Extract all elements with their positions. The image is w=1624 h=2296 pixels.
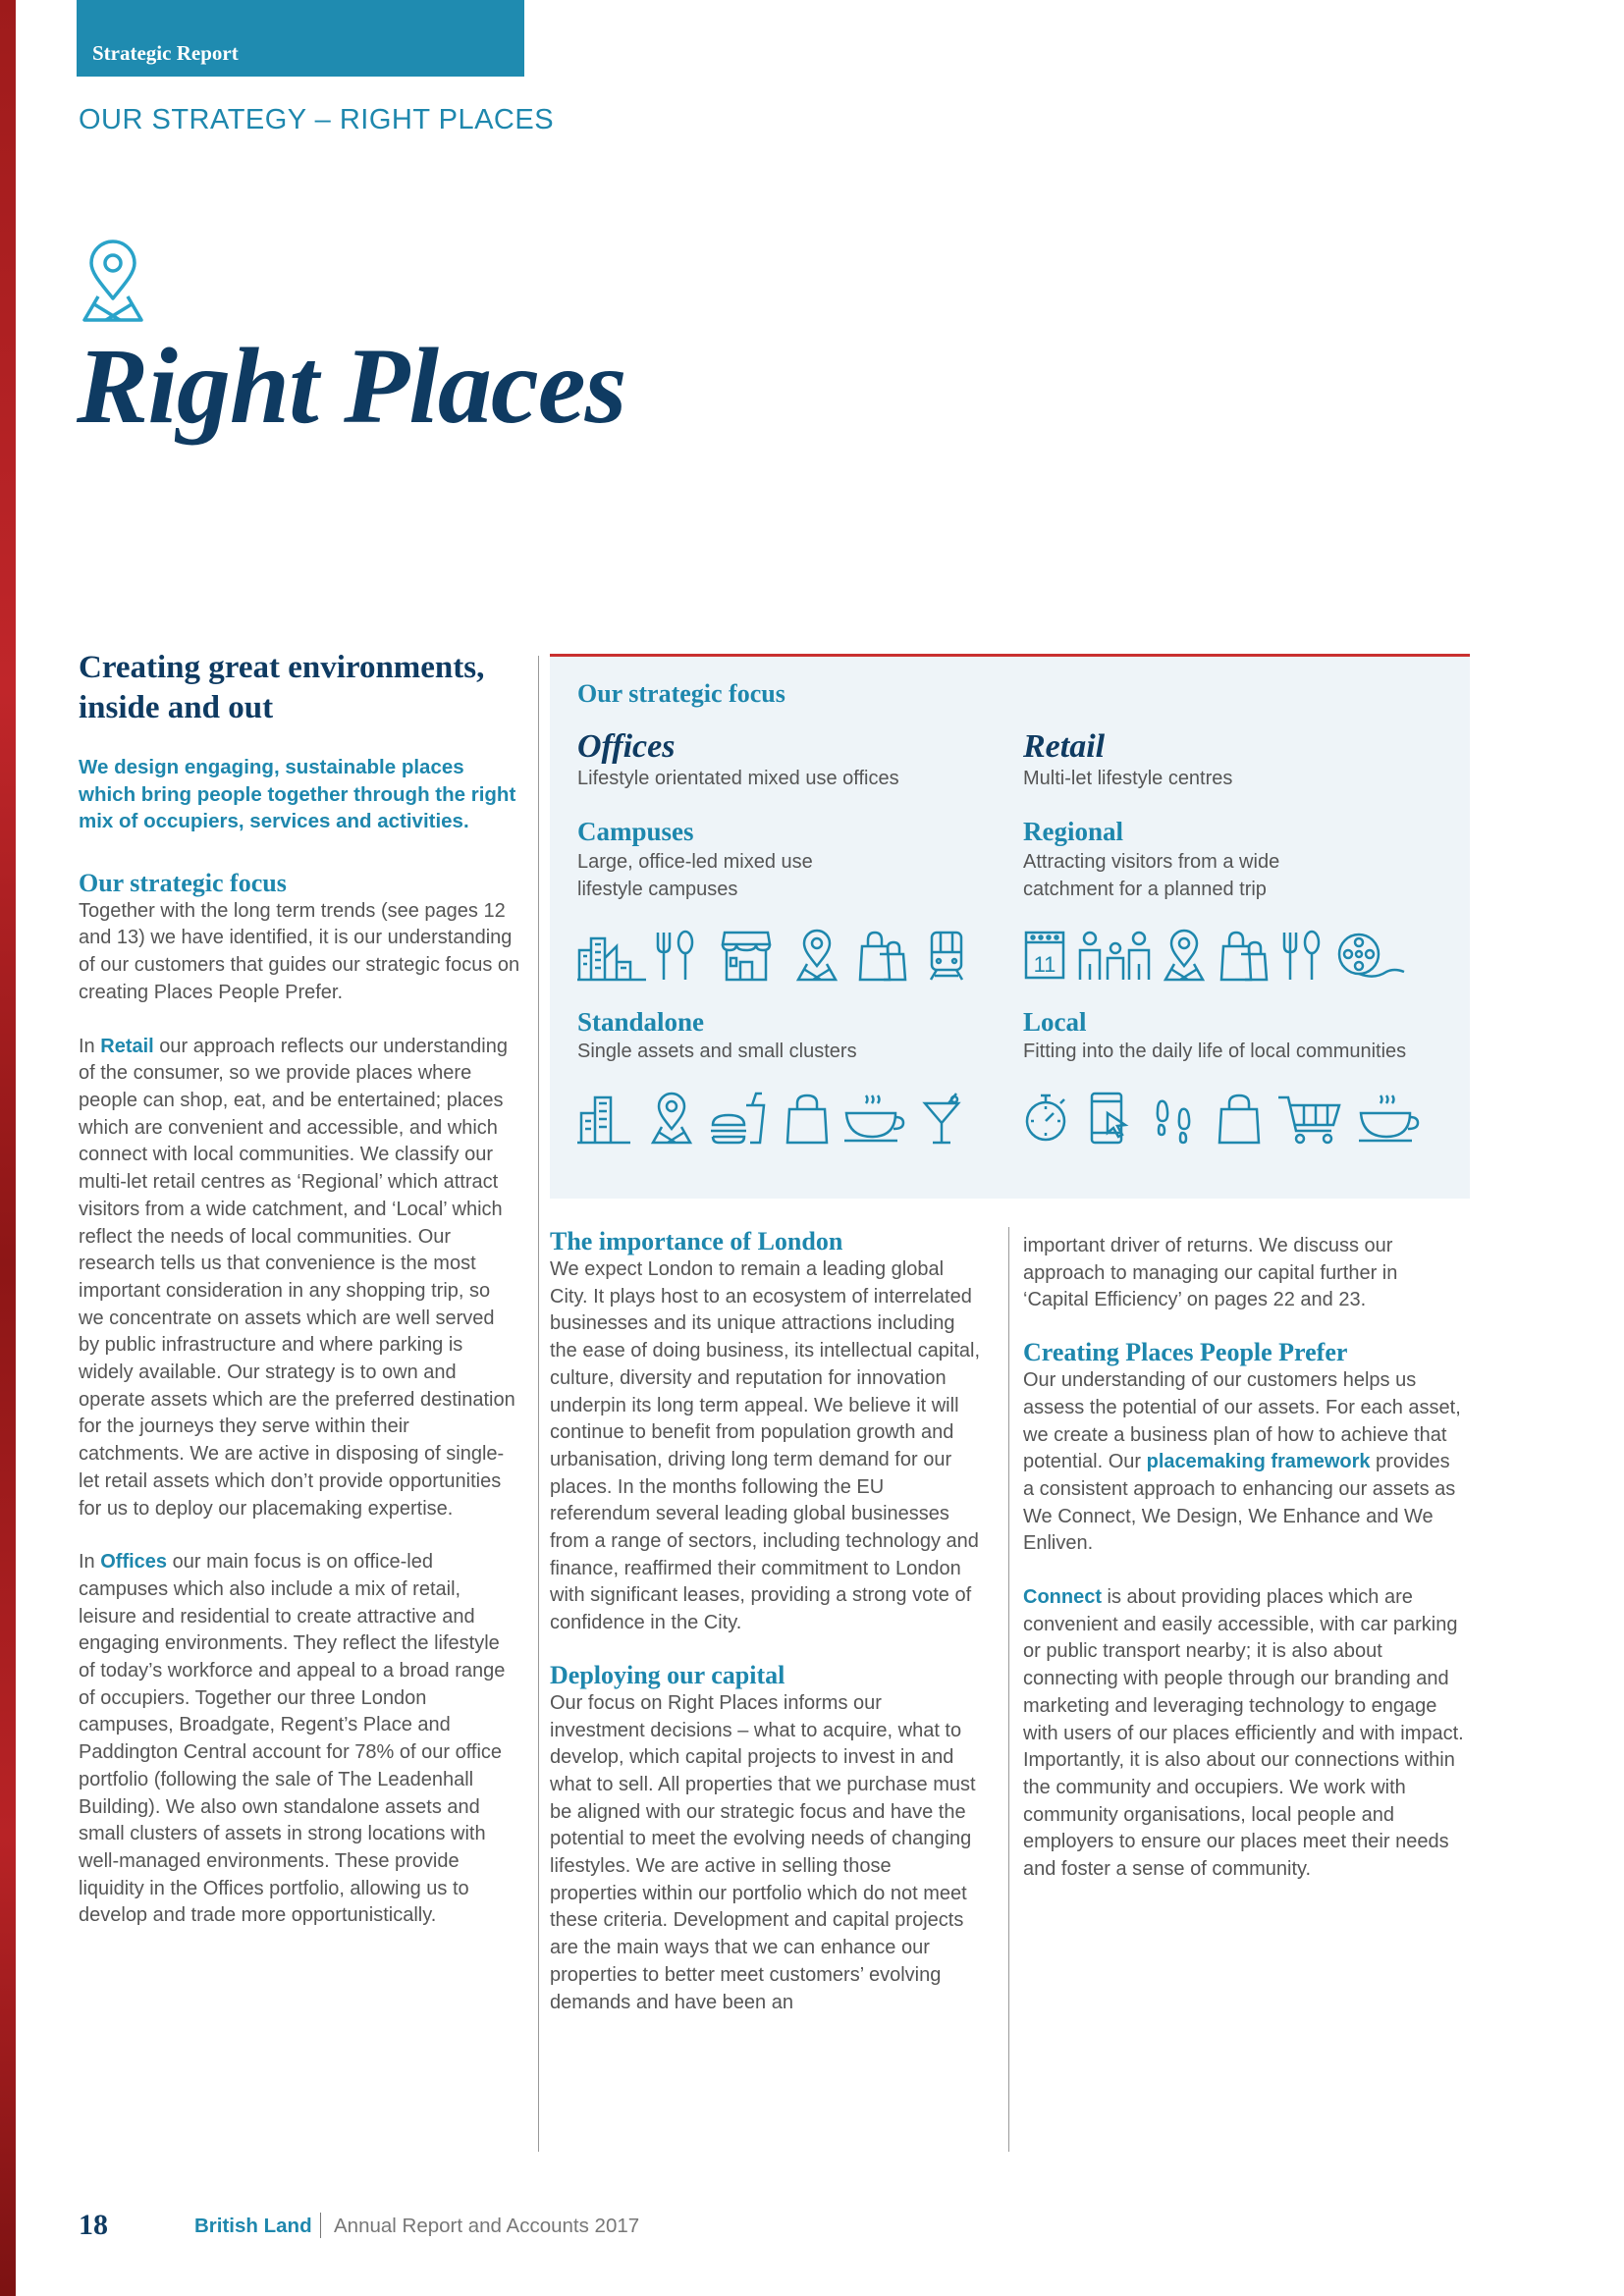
cutlery-icon bbox=[1280, 929, 1324, 982]
location-pin-icon bbox=[795, 929, 839, 982]
burger-drink-icon bbox=[709, 1092, 768, 1145]
coffee-cup-icon bbox=[842, 1092, 905, 1145]
offices-heading: Offices bbox=[577, 728, 676, 765]
location-pin-icon bbox=[79, 240, 147, 324]
page-title: Right Places bbox=[77, 326, 626, 446]
footer-separator bbox=[320, 2213, 321, 2238]
london-heading: The importance of London bbox=[550, 1227, 843, 1255]
section-title: OUR STRATEGY – RIGHT PLACES bbox=[79, 104, 555, 135]
regional-subtitle: Attracting visitors from a wide catchment for a planned trip bbox=[1023, 851, 1280, 900]
footer-publication: Annual Report and Accounts 2017 bbox=[334, 2215, 640, 2237]
retail-subtitle: Multi-let lifestyle centres bbox=[1023, 768, 1233, 789]
connect-text: is about providing places which are convenient and easily accessible, with car parking or public transport nearby; it is also about connecting with people through our branding and marketing and leveraging technology to engage with users of our places efficiently and with impact. Importantly, it is also about our connections within the community and occupiers. We work with community organisations, local people and employers to ensure our places meet their needs and foster a sense of community. bbox=[1023, 1586, 1464, 1881]
section-tab-label: Strategic Report bbox=[92, 41, 239, 65]
footer-brand: British Land bbox=[194, 2215, 312, 2237]
placemaking-framework-keyword: placemaking framework bbox=[1146, 1451, 1371, 1473]
retail-text: our approach reflects our understanding of the consumer, so we provide places where people can shop, eat, and be entertained; places which are convenient and accessible, and which connect with local communities. We classify our multi-let retail centres as ‘Regional’ which attract visitors from a wide catchment, and ‘Local’ which reflect the needs of local communities. Our research tells us that convenience is the most important consideration in any shopping trip, so we concentrate on assets which are well served by public infrastructure and where parking is widely available. Our strategy is to own and operate assets which are the preferred destination for the journeys they serve within their catchments. We are active in disposing of single-let retail assets which don’t provide opportunities for us to deploy our placemaking expertise. bbox=[79, 1035, 515, 1520]
coffee-cup-icon bbox=[1357, 1092, 1420, 1145]
offices-text: our main focus is on office-led campuses which also include a mix of retail, leisure and residential to create attractive and engaging environments. They reflect the lifestyle of today’s workforce and appeal to a broad range of occupiers. Together our three London campuses, Broadgate, Regent’s Place and Paddington Central account for 78% of our office portfolio (following the sale of The Leadenhall Building). We also own standalone assets and small clusters of assets in strong locations with well-managed environments. These provide liquidity in the Offices portfolio, allowing us to develop and trade more opportunistically. bbox=[79, 1551, 506, 1927]
section-tab bbox=[77, 0, 524, 77]
left-edge-bar bbox=[0, 0, 16, 2296]
column-divider-left bbox=[538, 656, 539, 2152]
cpp-text-2: provides a consistent approach to enhancing our assets as We Connect, We Design, We Enhance and We Enliven. bbox=[1023, 1451, 1456, 1555]
buildings-icon bbox=[577, 929, 646, 982]
capital-text: Our focus on Right Places informs our investment decisions – what to acquire, what to develop, which capital projects to invest in and what to sell. All properties that we purchase must be aligned with our strategic focus and have the potential to meet the evolving needs of changing lifestyles. We are active in selling those properties within our portfolio which do not meet these criteria. Development and capital projects are the main ways that we can enhance our properties to better meet customers’ evolving demands and have been an bbox=[550, 1691, 976, 2013]
cutlery-icon bbox=[654, 929, 697, 982]
column-divider-right bbox=[1008, 1227, 1009, 2152]
left-column bbox=[79, 648, 520, 1930]
cpp-paragraph bbox=[1023, 1367, 1465, 1558]
shopping-bags-icon bbox=[1219, 929, 1269, 982]
local-subtitle: Fitting into the daily life of local communities bbox=[1023, 1041, 1407, 1062]
standalone-icon-row bbox=[577, 1092, 990, 1147]
offices-subtitle: Lifestyle orientated mixed use offices bbox=[577, 768, 899, 789]
connect-paragraph bbox=[1023, 1584, 1465, 1884]
middle-column bbox=[550, 1227, 982, 2016]
campuses-icon-row bbox=[577, 929, 970, 984]
standalone-heading: Standalone bbox=[577, 1007, 705, 1037]
regional-icon-row bbox=[1023, 929, 1416, 984]
standalone-subtitle: Single assets and small clusters bbox=[577, 1041, 857, 1062]
retail-heading: Retail bbox=[1023, 728, 1106, 765]
campuses-heading: Campuses bbox=[577, 817, 694, 846]
train-icon bbox=[927, 929, 966, 982]
location-pin-icon bbox=[1163, 929, 1206, 982]
calendar-day: 11 bbox=[1033, 952, 1056, 977]
shopping-bags-icon bbox=[858, 929, 907, 982]
retail-paragraph bbox=[79, 1034, 520, 1523]
stopwatch-icon bbox=[1023, 1092, 1068, 1145]
location-pin-icon bbox=[650, 1092, 693, 1145]
london-text: We expect London to remain a leading global City. It plays host to an ecosystem of interrelated businesses and its unique attractions including the ease of doing business, its intellectual capital, culture, diversity and reputation for innovation underpin its long term appeal. We believe it will continue to benefit from population growth and urbanisation, driving long term demand for our places. In the months following the EU referendum several leading global businesses from a range of sectors, including technology and finance, reaffirmed their commitment to London with significant leases, providing a strong vote of confidence in the City. bbox=[550, 1258, 981, 1634]
continued-text: important driver of returns. We discuss our approach to managing our capital further in ‘Capital Efficiency’ on pages 22 and 23. bbox=[1023, 1235, 1398, 1311]
intro-text: We design engaging, sustainable places which bring people together through the right mix of occupiers, services and activities. bbox=[79, 756, 516, 833]
footprints-icon bbox=[1153, 1092, 1196, 1145]
film-reel-icon bbox=[1335, 929, 1406, 982]
family-icon bbox=[1076, 929, 1155, 982]
capital-heading: Deploying our capital bbox=[550, 1660, 785, 1689]
campuses-subtitle: Large, office-led mixed use lifestyle campuses bbox=[577, 851, 813, 900]
right-column bbox=[1023, 1233, 1465, 1884]
cpp-text-1: Our understanding of our customers helps us assess the potential of our assets. For each asset, we create a business plan of how to achieve that potential. Our bbox=[1023, 1369, 1461, 1473]
offices-prefix: In bbox=[79, 1551, 101, 1574]
shopfront-icon bbox=[721, 929, 772, 982]
retail-keyword: Retail bbox=[100, 1035, 154, 1057]
buildings-icon bbox=[577, 1092, 630, 1145]
shopping-bag-icon bbox=[1218, 1092, 1261, 1145]
cocktail-icon bbox=[921, 1092, 964, 1145]
smartphone-icon bbox=[1088, 1092, 1131, 1145]
offices-paragraph bbox=[79, 1549, 520, 1930]
shopping-trolley-icon bbox=[1276, 1092, 1343, 1145]
offices-keyword: Offices bbox=[100, 1551, 168, 1574]
left-heading: Creating great environments, inside and out bbox=[79, 650, 485, 725]
calendar-icon bbox=[1023, 929, 1066, 982]
connect-keyword: Connect bbox=[1023, 1586, 1102, 1609]
regional-heading: Regional bbox=[1023, 817, 1124, 846]
shopping-bag-icon bbox=[785, 1092, 829, 1145]
local-heading: Local bbox=[1023, 1007, 1087, 1037]
cpp-heading: Creating Places People Prefer bbox=[1023, 1338, 1348, 1367]
local-icon-row bbox=[1023, 1092, 1435, 1147]
retail-prefix: In bbox=[79, 1035, 101, 1057]
focus-text: Together with the long term trends (see pages 12 and 13) we have identified, it is our understanding of our customers that guides our strategic focus on creating Places People Prefer. bbox=[79, 899, 520, 1003]
page-number: 18 bbox=[79, 2209, 108, 2241]
focus-heading: Our strategic focus bbox=[79, 868, 287, 897]
panel-title: Our strategic focus bbox=[577, 679, 785, 708]
